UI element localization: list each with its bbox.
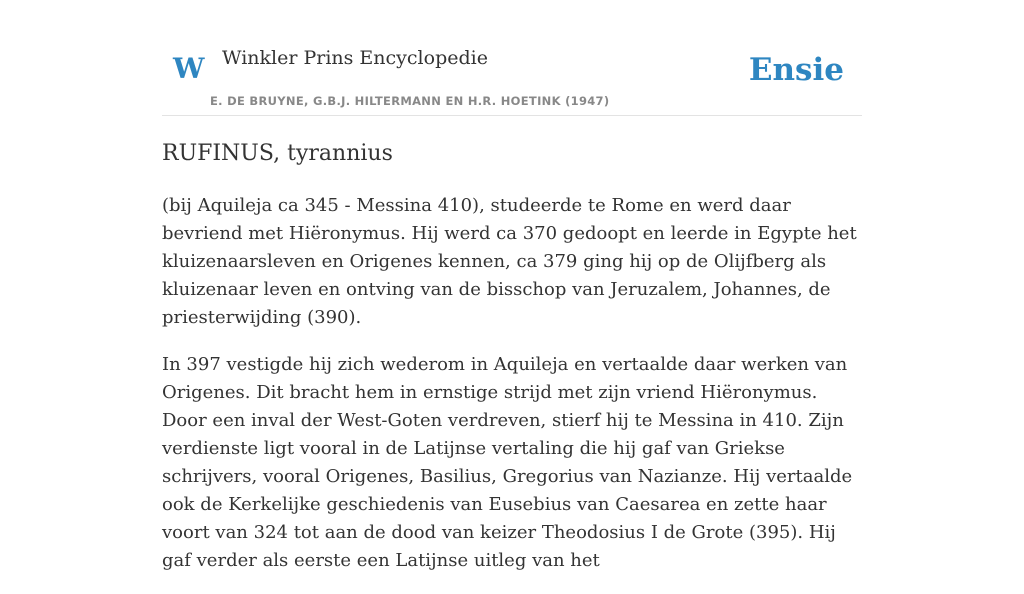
article-paragraph: In 397 vestigde hij zich wederom in Aquileja en vertaalde daar werken van Origenes. Dit bracht hem in ernstige strijd met zijn vriend Hiëronymus. Door een inval der West-Goten verdreven, stierf hij te Messina in 410. Zijn verdienste ligt vooral in de Latijnse vertaling die hij gaf van Griekse schrijvers, vooral Origenes, Basilius, Gregorius van Nazianze. Hij vertaalde ook de Kerkelijke geschiedenis van Eusebius van Caesarea en zette haar voort van 324 tot aan de dood van keizer Theodosius I de Grote (395). Hij gaf verder als eerste een Latijnse uitleg van het (162, 354, 853, 571)
source-header (162, 40, 862, 116)
article-title: RUFINUS, tyrannius (162, 141, 393, 166)
source-logo-icon[interactable]: W (173, 52, 205, 85)
source-title[interactable]: Winkler Prins Encyclopedie (222, 47, 488, 69)
ensie-logo[interactable]: Ensie (748, 52, 844, 88)
article-paragraph: (bij Aquileja ca 345 - Messina 410), studeerde te Rome en werd daar bevriend met Hiëronymus. Hij werd ca 370 gedoopt en leerde in Egypte het kluizenaarsleven en Origenes kennen, ca 379 ging hij op de Olijfberg als kluizenaar leven en ontving van de bisschop van Jeruzalem, Johannes, de priesterwijding (390). (162, 195, 857, 328)
article-body (162, 192, 862, 594)
source-authors: E. DE BRUYNE, G.B.J. HILTERMANN EN H.R. HOETINK (1947) (210, 94, 610, 108)
